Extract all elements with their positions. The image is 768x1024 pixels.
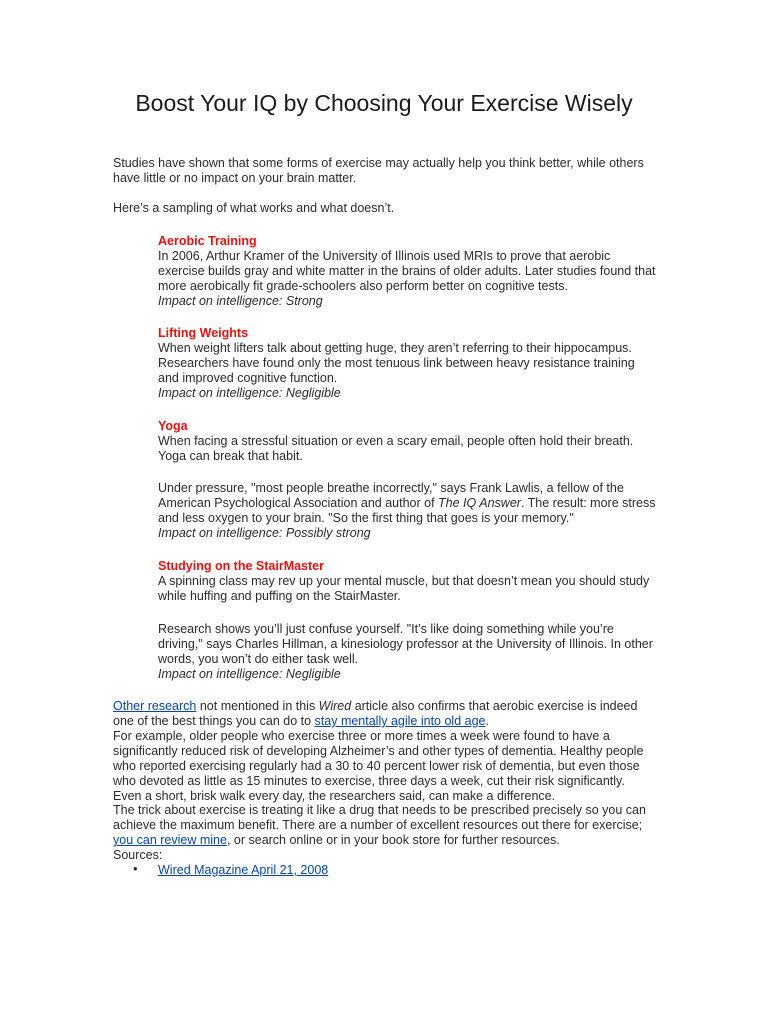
intro-paragraph: Studies have shown that some forms of exercise may actually help you think better, while others have little or no impact on your brain matter. [113, 156, 644, 185]
section-heading-stairmaster: Studying on the StairMaster [158, 559, 324, 573]
impact-aerobic: Impact on intelligence: Strong [158, 294, 323, 308]
intro-paragraph: Here’s a sampling of what works and what doesn’t. [113, 201, 395, 215]
section-body-aerobic: In 2006, Arthur Kramer of the University of Illinois used MRIs to prove that aerobic exercise builds gray and white matter in the brains of older adults. Later studies found that more aerobically fit grade-schoolers also perform better on cognitive tests. [158, 249, 656, 293]
closing-paragraph-3: The trick about exercise is treating it like a drug that needs to be prescribed precisely so you can achieve the maximum benefit. There are a number of excellent resources out there for exercise; you can review mine, or search online or in your book store for further resources. [113, 803, 646, 847]
section-heading-aerobic: Aerobic Training [158, 234, 257, 248]
bullet-icon: • [133, 861, 138, 876]
section-body-yoga: When facing a stressful situation or even a scary email, people often hold their breath. Yoga can break that habit. [158, 434, 634, 463]
section-body-stairmaster: A spinning class may rev up your mental muscle, but that doesn’t mean you should study while huffing and puffing on the StairMaster. [158, 574, 650, 603]
other-research-link[interactable]: Other research [113, 699, 197, 713]
wired-title: Wired [318, 699, 352, 713]
book-title: The IQ Answer [438, 496, 521, 510]
wired-source-link[interactable]: Wired Magazine April 21, 2008 [158, 863, 329, 877]
stay-agile-link[interactable]: stay mentally agile into old age [314, 714, 486, 728]
impact-stairmaster: Impact on intelligence: Negligible [158, 667, 341, 681]
section-body-lifting: When weight lifters talk about getting huge, they aren’t referring to their hippocampus. Researchers have found only the most tenuous link between heavy resistance training and improved cognitive function. [158, 341, 635, 385]
section-quote-yoga: Under pressure, "most people breathe incorrectly," says Frank Lawlis, a fellow of the American Psychological Association and author of The IQ Answer. The result: more stress and less oxygen to your brain. "So the first thing that goes is your memory." [158, 481, 656, 525]
page-title: Boost Your IQ by Choosing Your Exercise Wisely [135, 90, 633, 116]
section-heading-lifting: Lifting Weights [158, 326, 249, 340]
impact-lifting: Impact on intelligence: Negligible [158, 386, 341, 400]
source-item [158, 863, 658, 878]
closing-paragraph: Other research not mentioned in this Wired article also confirms that aerobic exercise is indeed one of the best things you can do to stay mentally agile into old age. [113, 699, 638, 728]
section-quote-stairmaster: Research shows you’ll just confuse yourself. "It’s like doing something while you’re driving," says Charles Hillman, a kinesiology professor at the University of Illinois. In other words, you won’t do either task well. [158, 622, 653, 666]
section-heading-yoga: Yoga [158, 419, 188, 433]
review-mine-link[interactable]: you can review mine [113, 833, 227, 847]
impact-yoga: Impact on intelligence: Possibly strong [158, 526, 371, 540]
closing-paragraph-2: For example, older people who exercise three or more times a week were found to have a significantly reduced risk of developing Alzheimer’s and other types of dementia. Healthy people who reported exercising regularly had a 30 to 40 percent lower risk of dementia, but even those who devoted as little as 15 minutes to exercise, three days a week, cut their risk significantly. Even a short, brisk walk every day, the researchers said, can make a difference. [113, 729, 644, 803]
sources-label: Sources: [113, 848, 163, 862]
